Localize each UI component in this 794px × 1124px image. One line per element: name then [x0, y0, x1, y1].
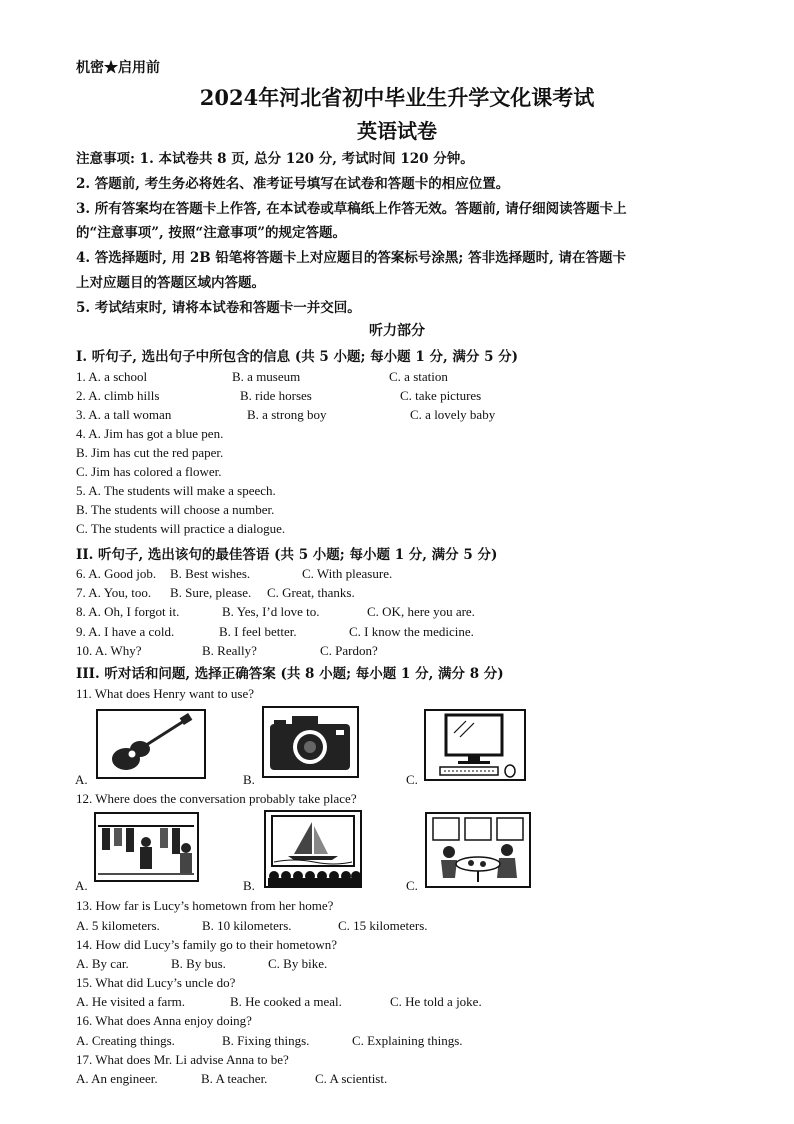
option-c[interactable]: C. Great, thanks.	[267, 585, 355, 600]
question-6	[0, 566, 794, 582]
option-a[interactable]: 3. A. a tall woman	[76, 407, 172, 422]
restaurant-icon[interactable]	[425, 812, 531, 888]
question-14-text: 14. How did Lucy’s family go to their hometown?	[76, 937, 338, 952]
q4-option-c[interactable]: C. Jim has colored a flower.	[76, 464, 222, 479]
option-a[interactable]: 7. A. You, too.	[76, 585, 152, 600]
question-3	[0, 407, 794, 423]
option-b[interactable]: B. a museum	[232, 369, 301, 384]
option-c[interactable]: C. OK, here you are.	[367, 604, 475, 619]
option-a[interactable]: A. By car.	[76, 956, 129, 971]
question-13	[0, 918, 794, 934]
question-8	[0, 604, 794, 620]
option-b[interactable]: B. By bus.	[171, 956, 226, 971]
option-b[interactable]: B. a strong boy	[247, 407, 327, 422]
q11-label-c[interactable]: C.	[406, 772, 418, 787]
option-c[interactable]: C. By bike.	[268, 956, 328, 971]
option-a[interactable]: A. An engineer.	[76, 1071, 158, 1086]
q12-label-a[interactable]: A.	[75, 878, 88, 893]
option-b[interactable]: B. 10 kilometers.	[202, 918, 292, 933]
question-17	[0, 1071, 794, 1087]
exam-subtitle: 英语试卷	[357, 119, 437, 143]
confidential-label: 机密★启用前	[76, 60, 160, 76]
part1-heading: I. 听句子, 选出句子中所包含的信息 (共 5 小题; 每小题 1 分, 满分 5 分)	[76, 349, 519, 365]
q4-option-b[interactable]: B. Jim has cut the red paper.	[76, 445, 224, 460]
option-a[interactable]: A. 5 kilometers.	[76, 918, 160, 933]
option-b[interactable]: B. Fixing things.	[222, 1033, 310, 1048]
question-12-text: 12. Where does the conversation probably take place?	[76, 791, 357, 806]
question-15-text: 15. What did Lucy’s uncle do?	[76, 975, 236, 990]
question-11-text: 11. What does Henry want to use?	[76, 686, 254, 701]
option-a[interactable]: 1. A. a school	[76, 369, 148, 384]
option-c[interactable]: C. Explaining things.	[352, 1033, 463, 1048]
question-15	[0, 994, 794, 1010]
q11-label-b[interactable]: B.	[243, 772, 255, 787]
option-a[interactable]: A. He visited a farm.	[76, 994, 186, 1009]
q12-label-b[interactable]: B.	[243, 878, 255, 893]
option-c[interactable]: C. a lovely baby	[410, 407, 496, 422]
option-a[interactable]: 9. A. I have a cold.	[76, 624, 175, 639]
q4-option-a[interactable]: 4. A. Jim has got a blue pen.	[76, 426, 224, 441]
note-line: 2. 答题前, 考生务必将姓名、准考证号填写在试卷和答题卡的相应位置。	[76, 176, 510, 192]
option-c[interactable]: C. 15 kilometers.	[338, 918, 428, 933]
option-c[interactable]: C. With pleasure.	[302, 566, 393, 581]
exam-title: 2024年河北省初中毕业生升学文化课考试	[199, 85, 595, 110]
question-14	[0, 956, 794, 972]
question-7	[0, 585, 794, 601]
computer-icon[interactable]	[424, 709, 526, 781]
option-a[interactable]: 6. A. Good job.	[76, 566, 157, 581]
question-13-text: 13. How far is Lucy’s hometown from her home?	[76, 898, 334, 913]
option-c[interactable]: C. I know the medicine.	[349, 624, 474, 639]
option-b[interactable]: B. I feel better.	[219, 624, 297, 639]
option-a[interactable]: 2. A. climb hills	[76, 388, 160, 403]
question-1	[0, 369, 794, 385]
option-a[interactable]: A. Creating things.	[76, 1033, 175, 1048]
question-17-text: 17. What does Mr. Li advise Anna to be?	[76, 1052, 289, 1067]
question-16	[0, 1033, 794, 1049]
part3-heading: III. 听对话和问题, 选择正确答案 (共 8 小题; 每小题 1 分, 满分 8 分)	[76, 666, 504, 682]
option-b[interactable]: B. ride horses	[240, 388, 312, 403]
option-c[interactable]: C. He told a joke.	[390, 994, 482, 1009]
question-2	[0, 388, 794, 404]
note-line: 5. 考试结束时, 请将本试卷和答题卡一并交回。	[76, 300, 361, 316]
option-c[interactable]: C. take pictures	[400, 388, 482, 403]
option-c[interactable]: C. Pardon?	[320, 643, 378, 658]
option-a[interactable]: 10. A. Why?	[76, 643, 142, 658]
option-a[interactable]: 8. A. Oh, I forgot it.	[76, 604, 180, 619]
listening-section-title: 听力部分	[369, 323, 425, 339]
option-b[interactable]: B. He cooked a meal.	[230, 994, 342, 1009]
option-b[interactable]: B. Best wishes.	[170, 566, 251, 581]
q5-option-a[interactable]: 5. A. The students will make a speech.	[76, 483, 276, 498]
q5-option-b[interactable]: B. The students will choose a number.	[76, 502, 275, 517]
note-line: 3. 所有答案均在答题卡上作答, 在本试卷或草稿纸上作答无效。答题前, 请仔细阅读答题卡上	[76, 201, 627, 217]
guitar-icon[interactable]	[96, 709, 206, 779]
option-c[interactable]: C. A scientist.	[315, 1071, 388, 1086]
note-line: 的“注意事项”, 按照“注意事项”的规定答题。	[76, 225, 346, 241]
note-line: 注意事项: 1. 本试卷共 8 页, 总分 120 分, 考试时间 120 分钟。	[76, 151, 474, 167]
option-b[interactable]: B. Really?	[202, 643, 257, 658]
note-line: 上对应题目的答题区域内答题。	[76, 275, 265, 291]
question-16-text: 16. What does Anna enjoy doing?	[76, 1013, 252, 1028]
option-b[interactable]: B. Yes, I’d love to.	[222, 604, 320, 619]
note-line: 4. 答选择题时, 用 2B 铅笔将答题卡上对应题目的答案标号涂黑; 答非选择题时, 请在答题卡	[76, 250, 626, 266]
part2-heading: II. 听句子, 选出该句的最佳答语 (共 5 小题; 每小题 1 分, 满分 5 分)	[76, 547, 498, 563]
option-b[interactable]: B. A teacher.	[201, 1071, 268, 1086]
cinema-icon[interactable]	[264, 810, 362, 888]
q11-label-a[interactable]: A.	[75, 772, 88, 787]
question-10	[0, 643, 794, 659]
q5-option-c[interactable]: C. The students will practice a dialogue.	[76, 521, 286, 536]
option-c[interactable]: C. a station	[389, 369, 448, 384]
q12-label-c[interactable]: C.	[406, 878, 418, 893]
clothes-shop-icon[interactable]	[94, 812, 199, 882]
option-b[interactable]: B. Sure, please.	[170, 585, 252, 600]
camera-icon[interactable]	[262, 706, 359, 778]
question-9	[0, 624, 794, 640]
